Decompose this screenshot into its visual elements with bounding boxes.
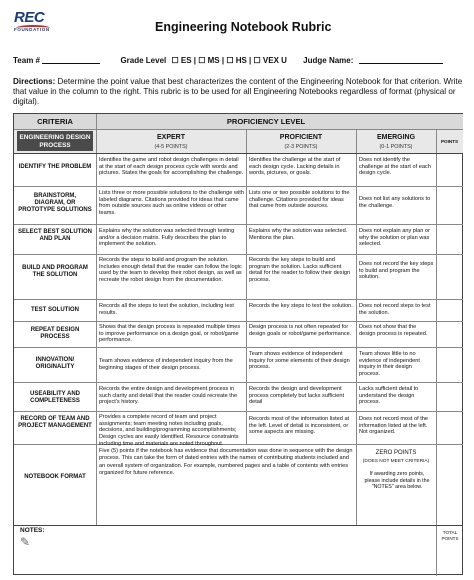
emerging-brainstorm: Does not list any solutions to the challenge. <box>359 196 431 209</box>
expert-identify-problem: Identifies the game and robot design challenges in detail at the start of each design process cycle with words and pictures. States the goals for accomplishing the challenge. <box>99 157 244 177</box>
section-label: ENGINEERING DESIGN PROCESS <box>17 131 93 151</box>
points-brainstorm[interactable] <box>437 187 463 224</box>
grade-options[interactable]: ☐ ES | ☐ MS | ☐ HS | ☐ VEX U <box>171 56 287 65</box>
notes-label: NOTES: <box>20 527 45 534</box>
criterion-team-management: RECORD OF TEAM AND PROJECT MANAGEMENT <box>18 416 92 429</box>
criterion-test-solution: TEST SOLUTION <box>31 307 79 313</box>
level-proficient: PROFICIENT <box>279 134 323 141</box>
proficient-identify-problem: Identifies the challenge at the start of each design cycle. Lacking details in words, pictures, or goals. <box>249 157 341 177</box>
emerging-notebook-format: If awarding zero points, please include details in the "NOTES" area below. <box>364 471 430 491</box>
emerging-test-solution: Does not record steps to test the solution. <box>359 303 431 316</box>
emerging-select-solution: Does not explain any plan or why the solution or plan was selected. <box>359 228 430 248</box>
proficient-repeat-design: Design process is not often repeated for design goals or robot/game performance. <box>249 324 352 337</box>
expert-repeat-design: Shows that the design process is repeated multiple times to improve performance on a design goal, or robot/game performance. <box>99 324 241 344</box>
level-expert: EXPERT <box>156 134 185 141</box>
criterion-build-program: BUILD AND PROGRAM THE SOLUTION <box>22 265 88 278</box>
notes-area[interactable] <box>15 526 435 575</box>
criteria-header: CRITERIA <box>37 117 73 126</box>
proficient-build-program: Records the key steps to build and program the solution. Lacks sufficient detail for the reader to follow their design process. <box>249 257 351 284</box>
emerging-repeat-design: Does not show that the design process is repeated. <box>359 324 428 337</box>
proficiency-header: PROFICIENCY LEVEL <box>226 117 306 126</box>
criterion-select-solution: SELECT BEST SOLUTION AND PLAN <box>18 229 93 242</box>
expert-build-program: Records the steps to build and program the solution. Includes enough detail that the reader can follow the logic used by the team to develop their robot design, as well as recreate the robot design from the documentation. <box>99 257 242 284</box>
emerging-team-management: Does not record most of the information listed at the left. Not organized. <box>359 416 429 436</box>
directions: Directions: Determine the point value that best characterizes the content of the Engineering Notebook for that criterion. Write that value in the column to the right. This rubric is to be used for all Engineering Notebooks regardless of format (physical or digital). <box>13 77 463 106</box>
expert-team-management: Provides a complete record of team and project assignments; team meeting notes including goals, decisions, and building/programming accomplishments; Design cycles are easily identified. Resource constraints including time and materials are noted throughout. <box>99 414 239 447</box>
expert-usability: Records the entire design and development process in such clarity and detail that the reader could recreate the project's history. <box>99 386 238 406</box>
judge-name-field[interactable] <box>359 56 443 64</box>
emerging-build-program: Does not record the key steps to build and program the solution. <box>359 261 434 281</box>
criterion-innovation: INNOVATION/ ORIGINALITY <box>35 357 75 370</box>
points-team-management[interactable] <box>437 412 463 444</box>
grade-label: Grade Level <box>120 56 167 65</box>
total-points-label: TOTAL POINTS <box>441 530 459 541</box>
emerging-usability: Lacks sufficient detail to understand the design process. <box>359 386 419 406</box>
expert-brainstorm: Lists three or more possible solutions to the challenge with labeled diagrams. Citations provided for ideas that came from outside sources such as online videos or other teams. <box>99 190 244 217</box>
criterion-repeat-design: REPEAT DESIGN PROCESS <box>30 327 80 340</box>
points-test-solution[interactable] <box>437 300 463 321</box>
zero-points-sub: (DOES NOT MEET CRITERIA) <box>362 459 430 464</box>
proficient-test-solution: Records the key steps to test the solution. <box>249 303 353 309</box>
team-label: Team # <box>13 56 40 65</box>
expert-innovation: Team shows evidence of independent inquiry from the beginning stages of their design process. <box>99 358 233 371</box>
points-select-solution[interactable] <box>437 225 463 254</box>
expert-test-solution: Records all the steps to test the solution, including test results. <box>99 303 234 316</box>
points-notebook-format[interactable] <box>437 445 463 525</box>
expert-notebook-format: Five (5) points if the notebook has evidence that documentation was done in sequence with the design process. This can take the form of dated entries with the names of contributing students included and an overall system of organization. For example, numbered pages and a table of contents with entries organized for future reference. <box>99 448 353 477</box>
points-identify-problem[interactable] <box>437 154 463 186</box>
points-repeat-design[interactable] <box>437 322 463 347</box>
emerging-identify-problem: Does not identify the challenge at the start of each design cycle. <box>359 157 431 177</box>
expert-select-solution: Explains why the solution was selected through testing and/or a decision matrix. Fully describes the plan to implement the solution. <box>99 228 235 248</box>
logo-swoosh-icon <box>16 25 50 31</box>
points-header: POINTS <box>440 139 459 144</box>
emerging-innovation: Team shows little to no evidence of independent inquiry in their design process. <box>359 351 420 378</box>
total-points-field[interactable] <box>437 544 463 575</box>
criterion-brainstorm: BRAINSTORM, DIAGRAM, OR PROTOTYPE SOLUTIONS <box>18 193 92 213</box>
proficient-select-solution: Explains why the solution was selected. Mentions the plan. <box>249 228 348 241</box>
judge-label: Judge Name: <box>303 56 354 65</box>
points-usability[interactable] <box>437 383 463 411</box>
level-emerging: EMERGING <box>376 134 416 141</box>
zero-points-title: ZERO POINTS <box>375 450 417 456</box>
criterion-usability: USEABILITY AND COMPLETENESS <box>29 391 80 404</box>
pencil-icon: ✎ <box>20 535 31 549</box>
proficient-team-management: Records most of the information listed at the left. Level of detail is inconsistent, or some aspects are missing. <box>249 416 350 436</box>
team-field[interactable] <box>42 56 100 64</box>
points-build-program[interactable] <box>437 255 463 299</box>
header-fields <box>13 56 443 65</box>
criterion-notebook-format: NOTEBOOK FORMAT <box>24 474 86 480</box>
proficient-innovation: Team shows evidence of independent inquiry for some elements of their design process. <box>249 351 350 371</box>
proficient-brainstorm: Lists one or two possible solutions to the challenge. Citations provided for ideas that came from outside sources. <box>249 190 350 210</box>
rec-foundation-logo: REC FOUNDATION <box>14 9 50 32</box>
rubric-table: ENGINEERING DESIGN PROCESS CRITERIA PROFICIENCY LEVEL POINTS EXPERT (4-5 POINTS) PROFICIENT (2-3 POINTS) EMERGING (0-1 POINTS) IDENTIFY THE PROBLEM Identifies the game and robot design challenges in detail at the start of each design process cycle with words and pictures. States the goals for accomplishing the challenge. Identifies the challenge at the start of each design cycle. Lacking details in words, pictures, or goals. Does not identify the challenge at the start of each design cycle. BRAINSTORM, DIAGRAM, OR PROTOTYPE SOLUTIONS Lists three or more possible solutions to the challenge with labeled diagrams. Citations provided for ideas that came from outside sources such as online videos or other teams. Lists one or two possible solutions to the challenge. Citations provided for ideas that came from outside sources. Does not list any solutions to the challenge. SELECT BEST SOLUTION AND PLAN Explains why the solution was selected through testing and/or a decision matrix. Fully describes the plan to implement the solution. Explains why the solution was selected. Mentions the plan. Does not explain any plan or why the solution or plan was selected. BUILD AND PROGRAM THE SOLUTION Records the steps to build and program the solution. Includes enough detail that the reader can follow the logic used by the team to develop their robot design, as well as recreate the robot design from the documentation. Records the key steps to build and program the solution. Lacks sufficient detail for the reader to follow their design process. Does not record the key steps to build and program the solution. TEST SOLUTION Records all the steps to test the solution, including test results. Records the key steps to test the solution. Does not record steps to test the solution. REPEAT DESIGN PROCESS Shows that the design process is repeated multiple times to improve performance on a design goal, or robot/game performance. Design process is not often repeated for design goals or robot/game performance. Does not show that the design process is repeated. INNOVATION/ ORIGINALITY Team shows evidence of independent inquiry from the beginning stages of their design process. Team shows evidence of independent inquiry for some elements of their design process. Team shows little to no evidence of independent inquiry in their design process. USEABILITY AND COMPLETENESS Records the entire design and development process in such clarity and detail that the reader could recreate the project's history. Records the design and development process completely but lacks sufficient detail Lacks sufficient detail to understand the design process. RECORD OF TEAM AND PROJECT MANAGEMENT Provides a complete record of team and project assignments; team meeting notes including goals, decisions, and building/programming accomplishments; Design cycles are easily identified. Resource constraints including time and materials are noted throughout. Records most of the information listed at the left. Level of detail is inconsistent, or some aspects are missing. Does not record most of the information listed at the left. Not organized. NOTEBOOK FORMAT Five (5) points if the notebook has evidence that documentation was done in sequence with the design process. This can take the form of dated entries with the names of contributing students included and an overall system of organization. For example, numbered pages and a table of contents with entries organized for future reference. ZERO POINTS (DOES NOT MEET CRITERIA) If awarding zero points, please include details in the "NOTES" area below. NOTES: ✎ TOTAL POINTS <box>13 113 463 575</box>
criterion-identify-problem: IDENTIFY THE PROBLEM <box>18 164 92 170</box>
points-innovation[interactable] <box>437 348 463 382</box>
page-title: Engineering Notebook Rubric <box>155 20 332 34</box>
proficient-usability: Records the design and development process completely but lacks sufficient detail <box>249 386 345 406</box>
